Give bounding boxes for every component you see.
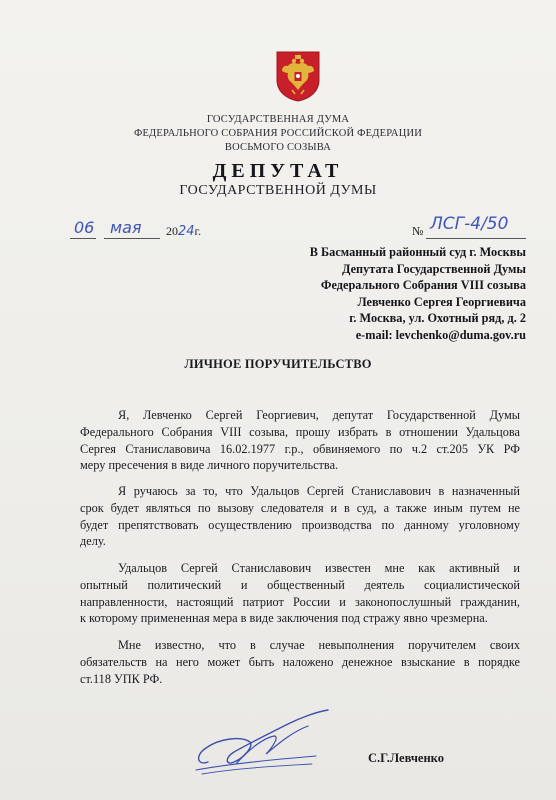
date-month: мая	[110, 218, 142, 237]
document-title: ЛИЧНОЕ ПОРУЧИТЕЛЬСТВО	[184, 357, 372, 371]
date-year: 2024г.	[166, 224, 202, 239]
address-line-street: г. Москва, ул. Охотный ряд, д. 2	[349, 311, 526, 326]
paragraph-character: Удальцов Сергей Станиславович известен мне как активный и опытный политический и общественный деятель социалистической направленности, настоящий патриот России и законопослушный гражданин, к которому примененная мера в виде заключения под стражу явно чрезмерна.	[80, 561, 520, 626]
date-day: 06	[74, 218, 95, 237]
signature-icon	[188, 702, 338, 782]
address-line-email: e-mail: levchenko@duma.gov.ru	[355, 327, 526, 342]
date-day-underline	[70, 238, 96, 239]
paragraph-guarantee: Я ручаюсь за то, что Удальцов Сергей Станиславович в назначенный срок будет являться по вызову следователя и в суд, а также иным путем не будет препятствовать осуществлению производства по данному уголовному делу.	[80, 484, 520, 549]
duma-heading: ГОСУДАРСТВЕННОЙ ДУМЫ	[179, 183, 377, 198]
coat-of-arms-icon	[275, 50, 321, 102]
header-line-duma: ГОСУДАРСТВЕННАЯ ДУМА	[206, 114, 350, 125]
number-sign: №	[412, 224, 424, 238]
address-line-name: Левченко Сергея Георгиевича	[357, 294, 526, 309]
deputy-heading: ДЕПУТАТ	[212, 160, 344, 182]
outgoing-number: ЛСГ-4/50	[430, 214, 509, 234]
header-line-convocation: ВОСЬМОГО СОЗЫВА	[224, 142, 332, 153]
address-line-assembly: Федерального Собрания VIII созыва	[320, 278, 526, 293]
address-line-court: В Басманный районный суд г. Москвы	[309, 245, 526, 259]
paragraph-liability: Мне известно, что в случае невыполнения поручителем своих обязательств на него может быть наложено денежное взыскание в порядке ст.118 УПК РФ.	[80, 638, 520, 686]
header-line-federal-assembly: ФЕДЕРАЛЬНОГО СОБРАНИЯ РОССИЙСКОЙ ФЕДЕРАЦИИ	[133, 128, 423, 139]
address-line-deputy: Депутата Государственной Думы	[341, 261, 526, 276]
signatory-name: С.Г.Левченко	[368, 751, 444, 765]
address-block	[310, 244, 526, 344]
paragraph-request: Я, Левченко Сергей Георгиевич, депутат Государственной Думы Федерального Собрания VIII созыва, прошу избрать в отношении Удальцова Сергея Станиславовича 16.02.1977 г.р., обвиняемого по ч.2 ст.205 УК РФ меру пресечения в виде личного поручительства.	[80, 408, 520, 473]
number-underline	[426, 238, 526, 239]
date-month-underline	[104, 238, 160, 239]
